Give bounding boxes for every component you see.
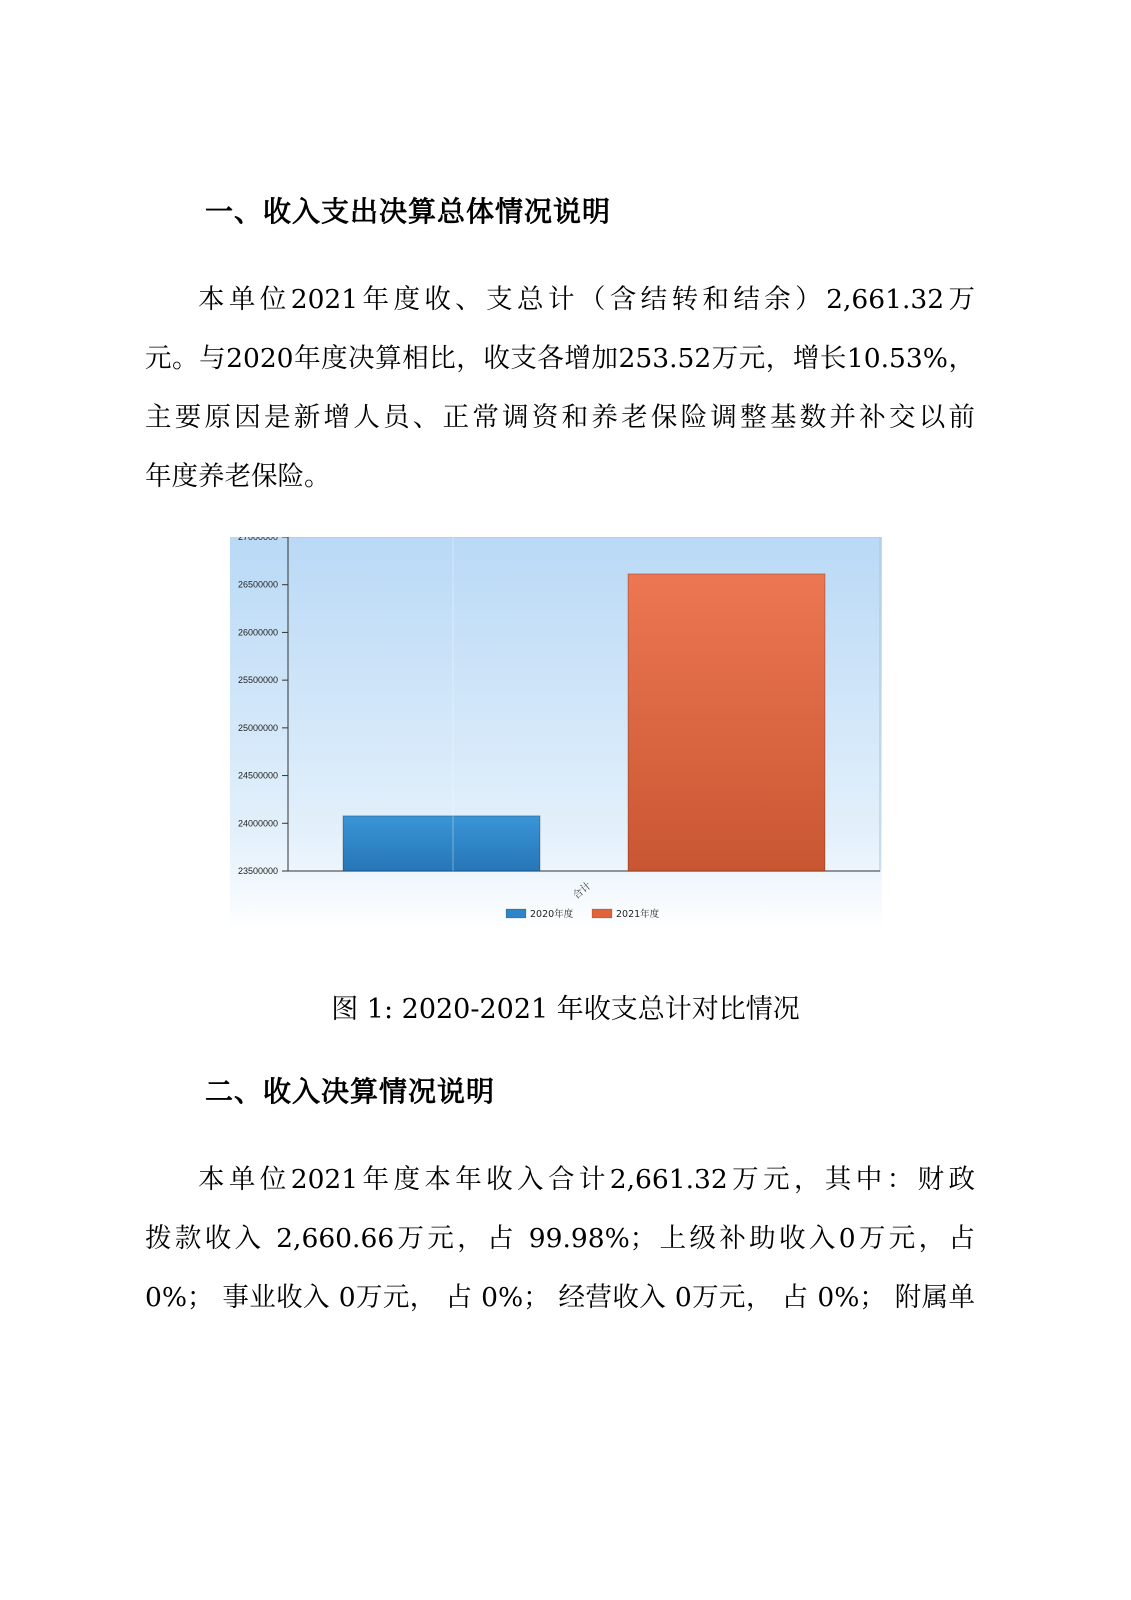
- paragraph-line: 0%； 事业收入 0万元， 占 0%； 经营收入 0万元， 占 0%； 附属单: [145, 1282, 975, 1313]
- legend-label: 2020年度: [530, 909, 574, 920]
- paragraph-line: 年度养老保险。: [145, 461, 331, 492]
- y-tick-label: 26000000: [237, 627, 278, 638]
- legend-label: 2021年度: [616, 909, 660, 920]
- bar-chart-svg: [230, 537, 900, 942]
- legend-swatch: [592, 909, 612, 918]
- paragraph-line: 拨款收入 2,660.66万元，占 99.98%；上级补助收入0万元，占: [145, 1223, 975, 1254]
- y-tick-label: 27000000: [237, 537, 278, 542]
- y-tick-label: 25500000: [237, 675, 278, 686]
- paragraph-line: 本单位2021年度收、支总计（含结转和结余）2,661.32万: [198, 284, 975, 315]
- y-tick-label: 26500000: [237, 579, 278, 590]
- section-2-paragraph: [145, 1150, 975, 1327]
- section-heading-1: 一、收入支出决算总体情况说明: [205, 195, 612, 228]
- bar-2020: [343, 816, 540, 871]
- y-tick-label: 25000000: [237, 722, 278, 733]
- y-tick-label: 23500000: [237, 866, 278, 876]
- figure-caption: 图 1: 2020-2021 年收支总计对比情况: [331, 994, 800, 1025]
- income-expense-comparison-chart: [230, 537, 900, 942]
- paragraph-line: 主要原因是新增人员、正常调资和养老保险调整基数并补交以前: [145, 402, 975, 433]
- bar-2021: [628, 574, 825, 871]
- y-tick-label: 24000000: [237, 818, 278, 829]
- x-category-label: 合计: [571, 880, 594, 902]
- section-1-paragraph: [145, 270, 975, 506]
- y-tick-label: 24500000: [237, 770, 278, 781]
- section-heading-2: 二、收入决算情况说明: [205, 1075, 496, 1108]
- legend-swatch: [506, 909, 526, 918]
- paragraph-line: 元。与2020年度决算相比，收支各增加253.52万元，增长10.53%，: [145, 343, 975, 374]
- paragraph-line: 本单位2021年度本年收入合计2,661.32万元，其中：财政: [198, 1164, 975, 1195]
